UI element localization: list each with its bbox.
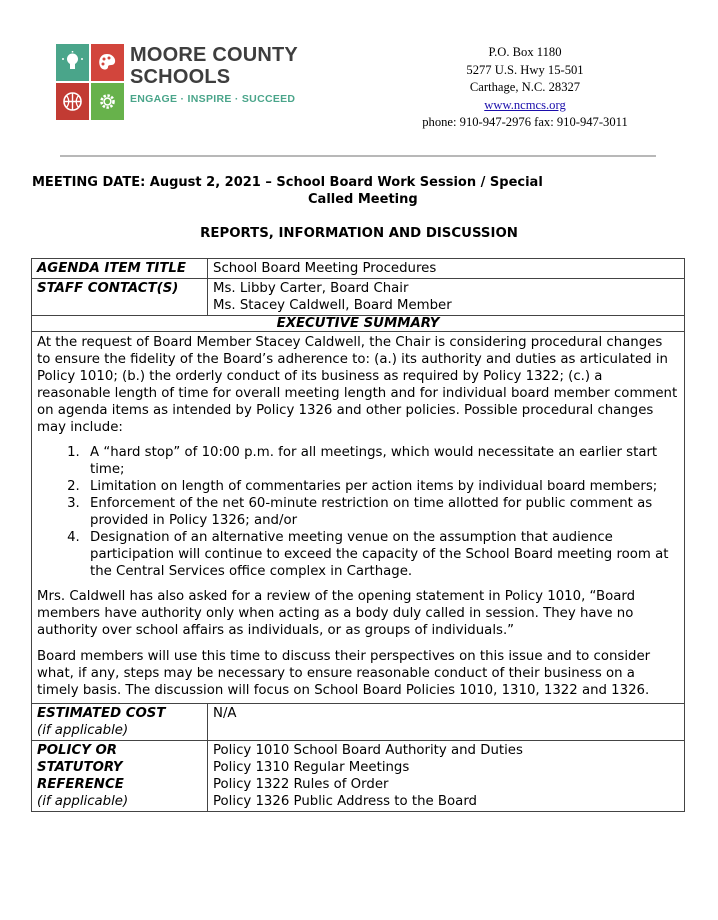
list-item: 3. Enforcement of the net 60-minute restriction on time allotted for public comment as provided in Policy 1326; and/or xyxy=(84,495,679,529)
address-po-box: P.O. Box 1180 xyxy=(488,45,562,59)
policy-1322: Policy 1322 Rules of Order xyxy=(213,777,389,792)
staff-contact-values xyxy=(208,279,685,316)
meeting-date xyxy=(32,174,672,208)
staff-contact-2: Ms. Stacey Caldwell, Board Member xyxy=(213,298,452,313)
meeting-date-line2: Called Meeting xyxy=(308,192,418,207)
estimated-cost-label xyxy=(32,704,208,741)
summary-heading-row xyxy=(32,316,685,332)
estimated-cost-sub: (if applicable) xyxy=(37,723,129,738)
policy-label-line1: POLICY OR xyxy=(37,743,118,758)
list-item: 2. Limitation on length of commentaries per action items by individual board members; xyxy=(84,478,679,495)
policy-reference-label xyxy=(32,741,208,812)
policy-1326: Policy 1326 Public Address to the Board xyxy=(213,794,478,809)
summary-body-row xyxy=(32,332,685,704)
executive-summary-heading: EXECUTIVE SUMMARY xyxy=(32,316,685,332)
staff-contact-1: Ms. Libby Carter, Board Chair xyxy=(213,281,409,296)
policy-reference-values xyxy=(208,741,685,812)
summary-para-policy-review: Mrs. Caldwell has also asked for a review of the opening statement in Policy 1010, “Board members have authority only when acting as a body duly called in session. They have no authority over school affairs as individuals, or as groups of individuals.” xyxy=(37,589,636,638)
staff-contact-label: STAFF CONTACT(S) xyxy=(32,279,208,316)
list-item: 1. A “hard stop” of 10:00 p.m. for all meetings, which would necessitate an earlier start time; xyxy=(84,444,679,478)
estimated-cost-row xyxy=(32,704,685,741)
summary-intro: At the request of Board Member Stacey Caldwell, the Chair is considering procedural changes to ensure the fidelity of the Board’s adherence to: (a.) its authority and duties as articulated in Policy 1010; (b.) the orderly conduct of its business as required by Policy 1322; (c.) a reasonable length of time for overall meeting length and for individual board member comment on agenda items as intended by Policy 1326 and other policies. Possible procedural changes may include: xyxy=(37,335,678,435)
procedural-changes-list xyxy=(37,444,679,580)
org-name xyxy=(130,44,298,88)
policy-reference-row xyxy=(32,741,685,812)
address-street: 5277 U.S. Hwy 15-501 xyxy=(466,62,584,77)
gear-icon xyxy=(91,83,124,120)
list-item: 4. Designation of an alternative meeting venue on the assumption that audience participation will continue to exceed the capacity of the School Board meeting room at the Central Services office complex in Carthage. xyxy=(84,529,679,580)
basketball-icon xyxy=(56,83,89,120)
org-name-line1: MOORE COUNTY xyxy=(130,44,298,66)
phone-fax: phone: 910-947-2976 fax: 910-947-3011 xyxy=(422,115,628,130)
agenda-item-row xyxy=(32,259,685,279)
org-tagline: ENGAGE · INSPIRE · SUCCEED xyxy=(130,93,296,105)
agenda-item-label: AGENDA ITEM TITLE xyxy=(32,259,208,279)
org-name-line2: SCHOOLS xyxy=(130,66,231,88)
logo-grid xyxy=(56,44,124,120)
policy-label-line3: REFERENCE xyxy=(37,777,124,792)
summary-para-discussion: Board members will use this time to discuss their perspectives on this issue and to consider what, if any, steps may be necessary to ensure reasonable conduct of their business on a timely basis. The discussion will focus on School Board Policies 1010, 1310, 1322 and 1326. xyxy=(37,649,651,698)
executive-summary xyxy=(32,332,685,704)
meeting-date-line1: MEETING DATE: August 2, 2021 – School Board Work Session / Special xyxy=(32,175,543,190)
address-city: Carthage, N.C. 28327 xyxy=(469,80,581,95)
address-block xyxy=(400,44,650,132)
header-divider xyxy=(60,155,656,157)
art-palette-icon xyxy=(91,44,124,81)
staff-contact-row xyxy=(32,279,685,316)
lightbulb-icon xyxy=(56,44,89,81)
agenda-item-value: School Board Meeting Procedures xyxy=(208,259,685,279)
policy-label-line2: STATUTORY xyxy=(37,760,123,775)
district-logo xyxy=(56,44,306,122)
policy-1310: Policy 1310 Regular Meetings xyxy=(213,760,410,775)
agenda-table xyxy=(31,258,685,812)
policy-1010: Policy 1010 School Board Authority and Duties xyxy=(213,743,523,758)
section-title: REPORTS, INFORMATION AND DISCUSSION xyxy=(200,226,518,241)
estimated-cost-value: N/A xyxy=(208,704,685,741)
policy-label-sub: (if applicable) xyxy=(37,794,129,809)
estimated-cost-title: ESTIMATED COST xyxy=(37,706,166,721)
website-link[interactable]: www.ncmcs.org xyxy=(484,97,566,112)
